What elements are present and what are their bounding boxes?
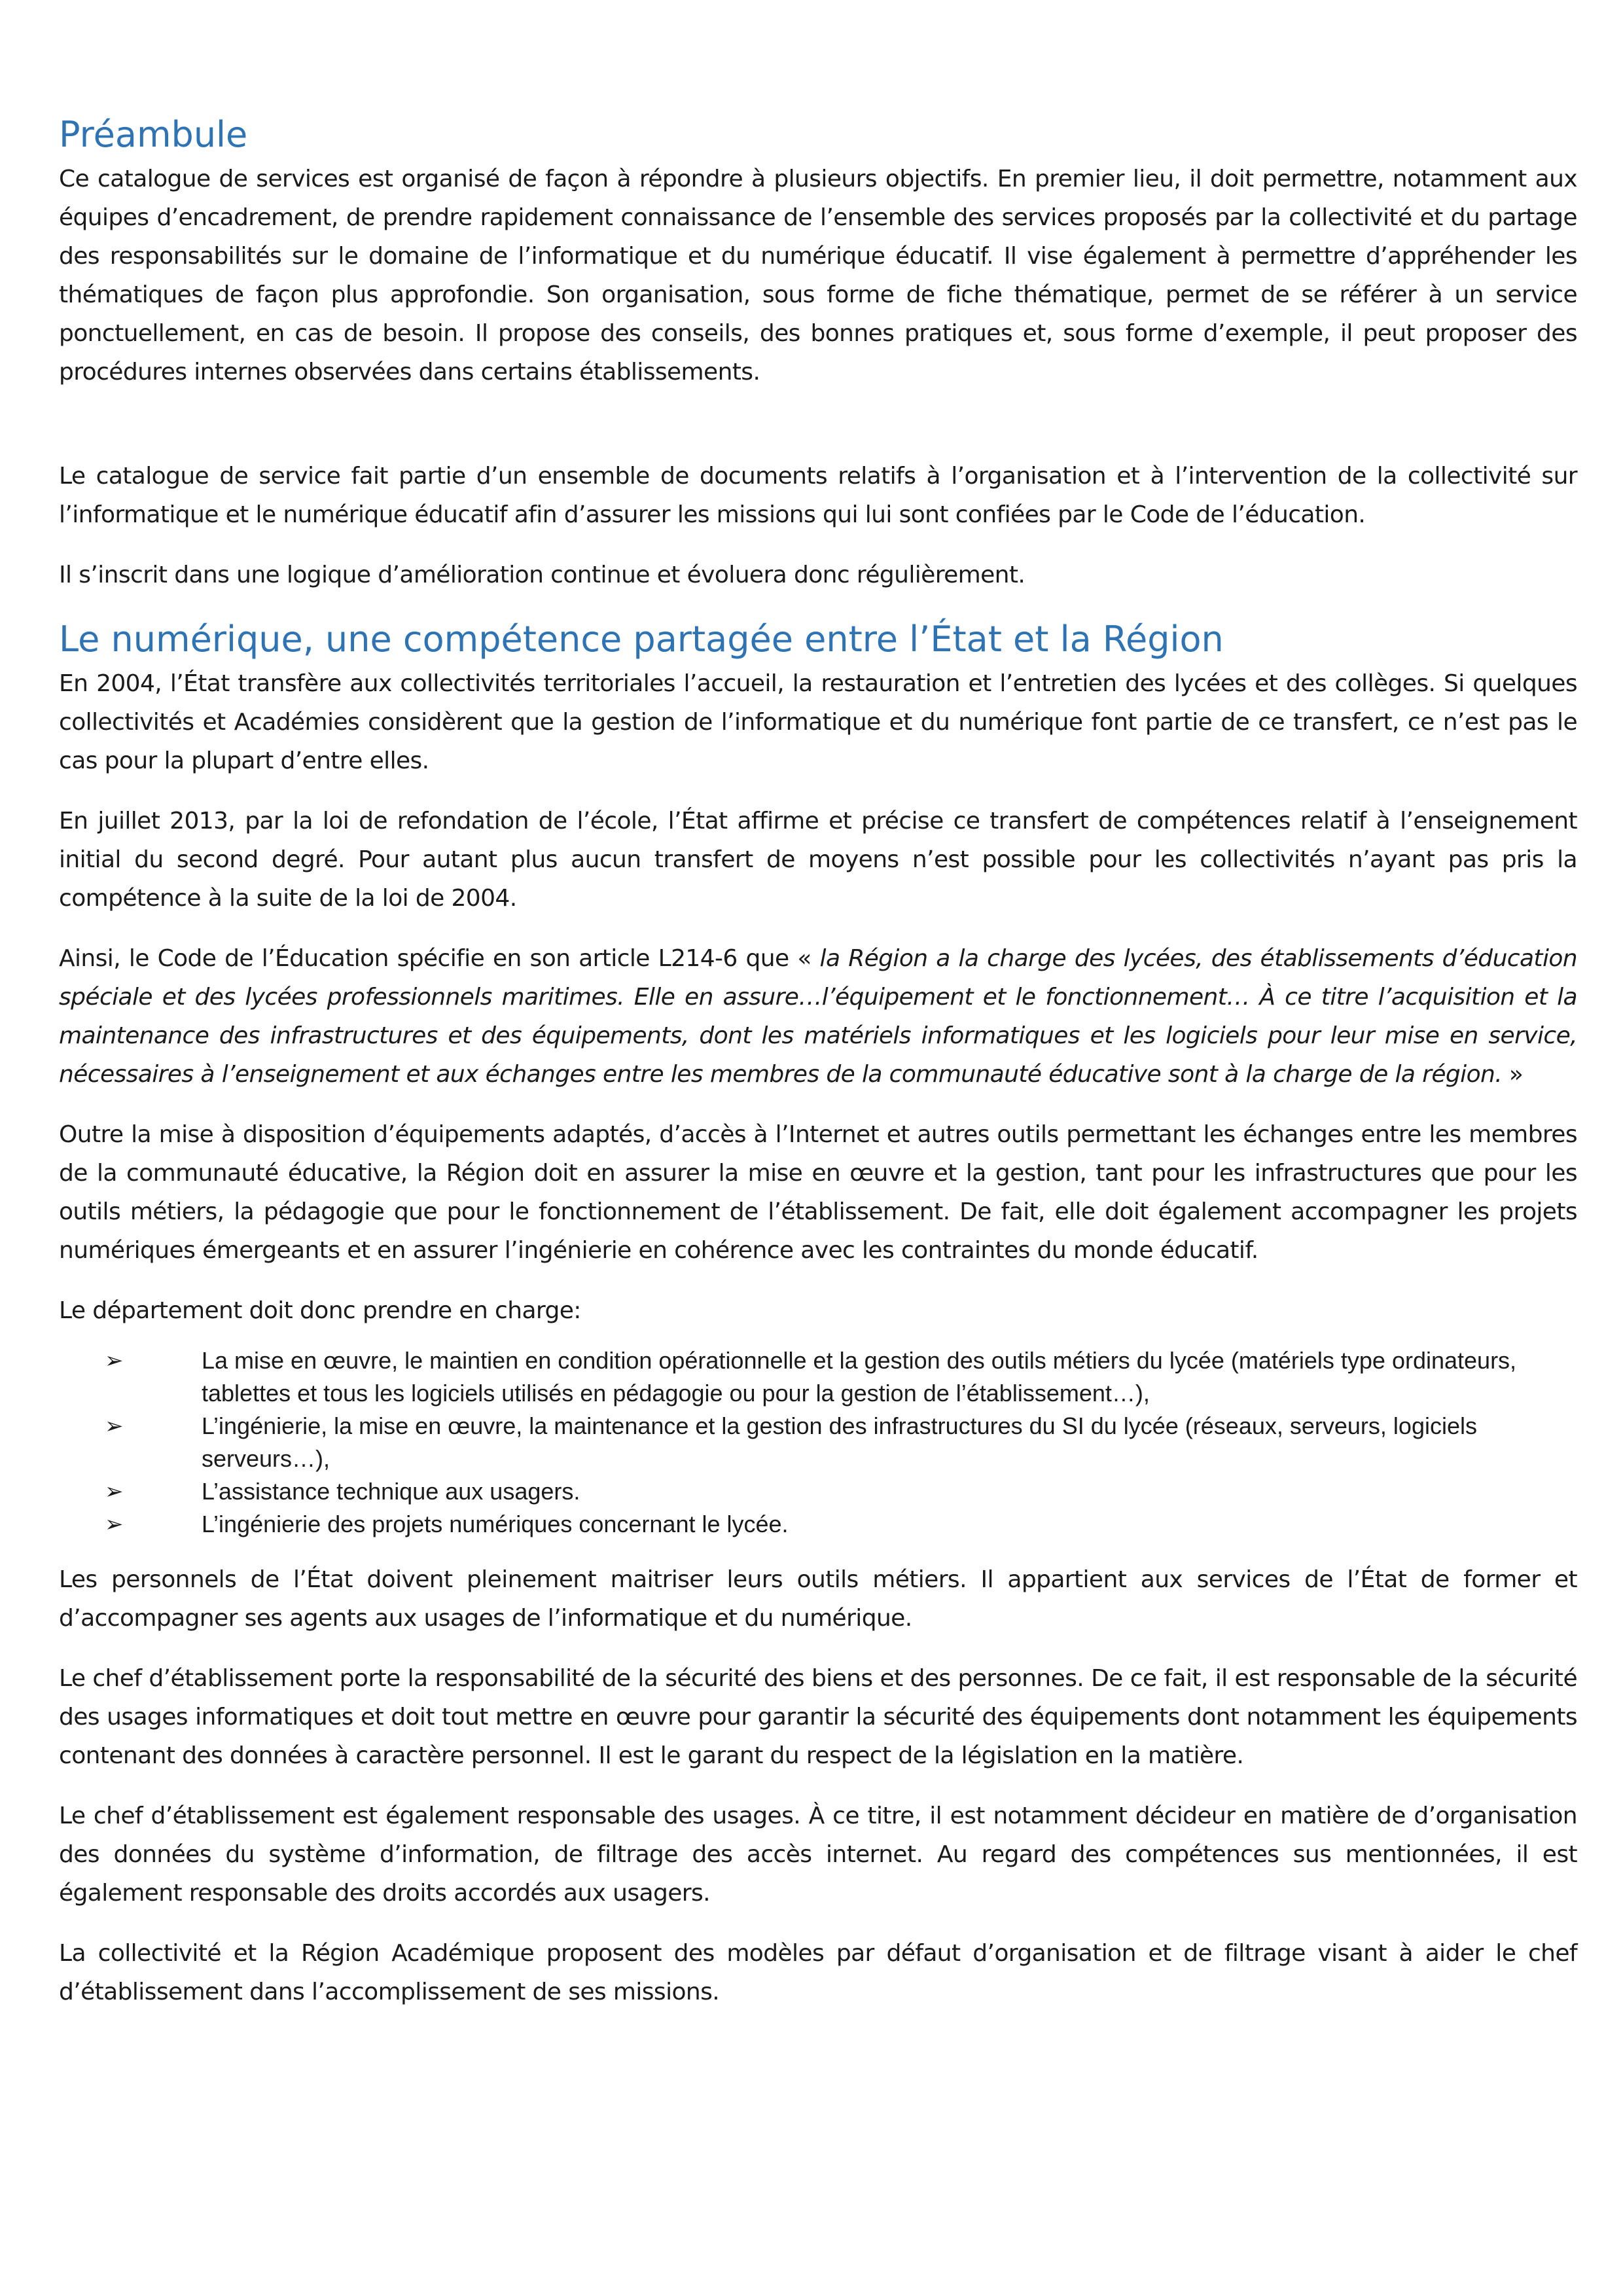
paragraph-competence-1: En 2004, l’État transfère aux collectivités territoriales l’accueil, la restauration et l’entretien des lycées et des collèges. Si quelques collectivités et Académies considèrent que la gestion de l’informatique et du numérique font partie de ce transfert, ce n’est pas le cas pour la plupart d’entre elles.	[59, 670, 1577, 774]
paragraph-competence-9: La collectivité et la Région Académique proposent des modèles par défaut d’organisation et de filtrage visant à aider le chef d’établissement dans l’accomplissement de ses missions.	[59, 1940, 1577, 2005]
heading-preambule: Préambule	[59, 114, 248, 155]
arrow-bullet-icon: ➢	[105, 1479, 124, 1505]
heading-competence: Le numérique, une compétence partagée entre l’État et la Région	[59, 619, 1224, 660]
paragraph-competence-6: Les personnels de l’État doivent pleinement maitriser leurs outils métiers. Il appartient aux services de l’État de former et d’accompagner ses agents aux usages de l’informatique et du numérique.	[59, 1566, 1577, 1632]
paragraph-competence-8: Le chef d’établissement est également responsable des usages. À ce titre, il est notamment décideur en matière de d’organisation des données du système d’information, de filtrage des accès internet. Au regard des compétences sus mentionnées, il est également responsable des droits accordés aux usagers.	[59, 1803, 1577, 1907]
paragraph-list-intro: Le département doit donc prendre en charge:	[59, 1297, 581, 1324]
list-item	[59, 1508, 1577, 1541]
list-item	[59, 1410, 1577, 1475]
arrow-bullet-icon: ➢	[105, 1348, 124, 1374]
paragraph-competence-4: Outre la mise à disposition d’équipements adaptés, d’accès à l’Internet et autres outils permettant les échanges entre les membres de la communauté éducative, la Région doit en assurer la mise en œuvre et la gestion, tant pour les infrastructures que pour les outils métiers, la pédagogie que pour le fonctionnement de l’établissement. De fait, elle doit également accompagner les projets numériques émergeants et en assurer l’ingénierie en cohérence avec les contraintes du monde éducatif.	[59, 1121, 1577, 1264]
paragraph-competence-2: En juillet 2013, par la loi de refondation de l’école, l’État affirme et précise ce transfert de compétences relatif à l’enseignement initial du second degré. Pour autant plus aucun transfert de moyens n’est possible pour les collectivités n’ayant pas pris la compétence à la suite de la loi de 2004.	[59, 808, 1577, 912]
arrow-bullet-icon: ➢	[105, 1511, 124, 1537]
quote-text: la Région a la charge des lycées, des établissements d’éducation spéciale et des lycées professionnels maritimes. Elle en assure…l’équipement et le fonctionnement… À ce titre l’acquisition et la maintenance des infrastructures et des équipements, dont les matériels informatiques et les logiciels pour leur mise en service, nécessaires à l’enseignement et aux échanges entre les membres de la communauté éducative sont à la charge de la région.	[59, 945, 1577, 1088]
list-item-text: La mise en œuvre, le maintien en condition opérationnelle et la gestion des outils métiers du lycée (matériels type ordinateurs, tablettes et tous les logiciels utilisés en pédagogie ou pour la gestion de l’établissement…),	[202, 1347, 1517, 1407]
quote-end: »	[1502, 1061, 1524, 1088]
list-item-text: L’ingénierie, la mise en œuvre, la maintenance et la gestion des infrastructures du SI du lycée (réseaux, serveurs, logiciels serveurs…),	[202, 1412, 1477, 1472]
arrow-bullet-icon: ➢	[105, 1413, 124, 1439]
list-item-text: L’ingénierie des projets numériques concernant le lycée.	[202, 1511, 789, 1537]
paragraph-preambule-2: Le catalogue de service fait partie d’un ensemble de documents relatifs à l’organisation et à l’intervention de la collectivité sur l’informatique et le numérique éducatif afin d’assurer les missions qui lui sont confiées par le Code de l’éducation.	[59, 463, 1577, 528]
paragraph-preambule-1: Ce catalogue de services est organisé de façon à répondre à plusieurs objectifs. En premier lieu, il doit permettre, notamment aux équipes d’encadrement, de prendre rapidement connaissance de l’ensemble des services proposés par la collectivité et du partage des responsabilités sur le domaine de l’informatique et du numérique éducatif. Il vise également à permettre d’appréhender les thématiques de façon plus approfondie. Son organisation, sous forme de fiche thématique, permet de se référer à un service ponctuellement, en cas de besoin. Il propose des conseils, des bonnes pratiques et, sous forme d’exemple, il peut proposer des procédures internes observées dans certains établissements.	[59, 166, 1577, 386]
paragraph-code-education	[59, 939, 1577, 1094]
paragraph-competence-7: Le chef d’établissement porte la responsabilité de la sécurité des biens et des personnes. De ce fait, il est responsable de la sécurité des usages informatiques et doit tout mettre en œuvre pour garantir la sécurité des équipements dont notamment les équipements contenant des données à caractère personnel. Il est le garant du respect de la législation en la matière.	[59, 1665, 1577, 1769]
paragraph-preambule-3: Il s’inscrit dans une logique d’amélioration continue et évoluera donc régulièrement.	[59, 562, 1026, 588]
list-item	[59, 1344, 1577, 1410]
quote-intro: Ainsi, le Code de l’Éducation spécifie en son article L214-6 que «	[59, 945, 820, 972]
list-item	[59, 1475, 1577, 1508]
list-item-text: L’assistance technique aux usagers.	[202, 1478, 580, 1505]
document-page	[59, 111, 1577, 2033]
responsibility-list	[59, 1344, 1577, 1541]
